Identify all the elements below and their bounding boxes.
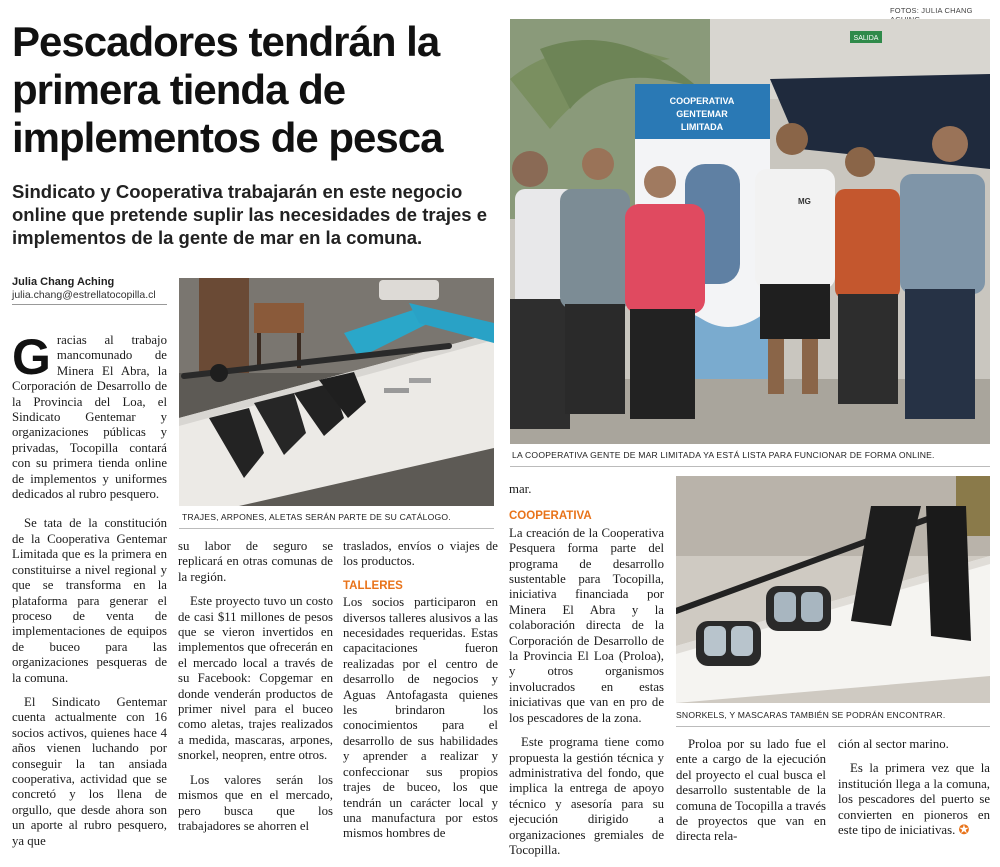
banner-line-1: COOPERATIVA [669, 96, 735, 106]
caption-divider [676, 726, 990, 727]
article-paragraph: Gracias al trabajo mancomunado de Minera El Abra, la Corporación de Desarrollo de la Provincia del Loa, el Sindicato Gentemar y organizaciones públicas y privadas, Tocopilla contará con su primera tienda online de implementos y uniformes dedicados al rubro pesquero. [12, 329, 167, 502]
headline: Pescadores tendrán la primera tienda de implementos de pesca [12, 18, 443, 161]
article-paragraph: ción al sector marino. [838, 737, 949, 751]
article-paragraph: Este programa tiene como propuesta la gestión técnica y administrativa del fondo, que implica la entrega de apoyo técnico y asesoría para su ejecución dirigido a organizaciones gremiales de Tocopilla. [509, 735, 664, 857]
subheadline: Sindicato y Cooperativa trabajarán en este negocio online que pretende suplir las necesidades de trajes e implementos de la gente de mar en la comuna. [12, 181, 488, 248]
article-paragraph: El Sindicato Gentemar cuenta actualmente con 16 socios activos, quienes hace 4 años vienen luchando por conseguir la tan ansiada cooperativa, actividad que se concretó y los llena de orgullo, que desde ahora son un aporte al rubro pesquero, ya que [12, 694, 167, 848]
article-paragraph: traslados, envíos o viajes de los productos. [343, 539, 498, 569]
article-paragraph: su labor de seguro se replicará en otras comunas de la región. [178, 539, 333, 584]
caption-group: LA COOPERATIVA GENTE DE MAR LIMITADA YA ESTÁ LISTA PARA FUNCIONAR DE FORMA ONLINE. [512, 450, 935, 460]
author-divider [12, 304, 167, 305]
photo-group [510, 19, 990, 444]
caption-divider [510, 466, 990, 467]
end-mark-icon: ✪ [958, 823, 970, 838]
article-column-3 [343, 539, 498, 851]
article-column-5 [676, 737, 826, 854]
shirt-logo: MG [798, 197, 811, 206]
article-paragraph: Se tata de la constitución de la Cooperativa Gentemar Limitada que es la primera en constituirse a nivel regional y que se transforma en la plataforma para generar el proceso de venta de implementaciones de equipos de buceo para las organizaciones pesqueras de la comuna. [12, 516, 167, 685]
exit-sign: SALIDA [853, 35, 879, 42]
section-heading-cooperativa: COOPERATIVA [509, 510, 592, 523]
banner-line-2: GENTEMAR [676, 109, 728, 119]
article-column-4 [509, 482, 664, 867]
banner-line-3: LIMITADA [680, 122, 724, 132]
article-column-1 [12, 329, 167, 858]
article-column-6 [838, 737, 990, 847]
article-paragraph: La creación de la Cooperativa Pesquera forma parte del programa de desarrollo sustentable para Tocopilla, iniciativa financiada por Minera El Abra y la colaboración directa de la Corporación de Desarrollo de la Provincia El Loa (Proloa), y otros organismos involucrados en estas iniciativas que van en pro de los pescadores de la zona. [509, 525, 664, 725]
caption-snorkels: SNORKELS, Y MASCARAS TAMBIÉN SE PODRÁN ENCONTRAR. [676, 710, 946, 720]
article-paragraph: Los valores serán los mismos que en el mercado, pero busca que los trabajadores se ahorren el [178, 772, 333, 833]
article-column-2 [178, 539, 333, 843]
photo-snorkels [676, 476, 990, 703]
article-paragraph: Es la primera vez que la institución llega a la comuna, los pescadores del puerto se convierten en pioneros en este tipo de iniciativas. ✪ [838, 761, 990, 838]
article-paragraph: Proloa por su lado fue el ente a cargo de la ejecución del proyecto el cual busca el desarrollo sustentable de la comuna de Tocopilla a través de proyectos que van en directa rela- [676, 737, 826, 844]
article-paragraph: mar. [509, 482, 532, 496]
caption-divider [179, 528, 494, 529]
author-name: Julia Chang Aching [12, 276, 115, 288]
section-heading-talleres: TALLERES [343, 579, 403, 592]
author-email[interactable]: julia.chang@estrellatocopilla.cl [12, 289, 156, 301]
photo-equipment [179, 278, 494, 506]
caption-equipment: TRAJES, ARPONES, ALETAS SERÁN PARTE DE SU CATÁLOGO. [182, 512, 451, 522]
article-paragraph: Los socios participaron en diversos talleres alusivos a las necesidades requeridas. Estas capacitaciones fueron realizadas por el centro de desarrollo de negocios y Aguas Antofagasta quienes les brindaron los conocimientos para el desarrollo de sus habilidades y aprender a realizar y confeccionar sus propios trajes de buceo, los que tendrán un carácter local y una manufactura por estos mismos hombres de [343, 595, 498, 841]
dropcap: G [12, 329, 51, 385]
photo-credit: FOTOS: JULIA CHANG [890, 6, 973, 15]
article-paragraph: Este proyecto tuvo un costo de casi $11 millones de pesos que se vieron invertidos en implementos que ofrecerán en el mercado local a través de su Facebook: Copgemar en donde venderán productos de primer nivel para el buceo como aletas, trajes realizados a medida, mascaras, arpones, snorkel, neopren, entre otros. [178, 594, 333, 763]
